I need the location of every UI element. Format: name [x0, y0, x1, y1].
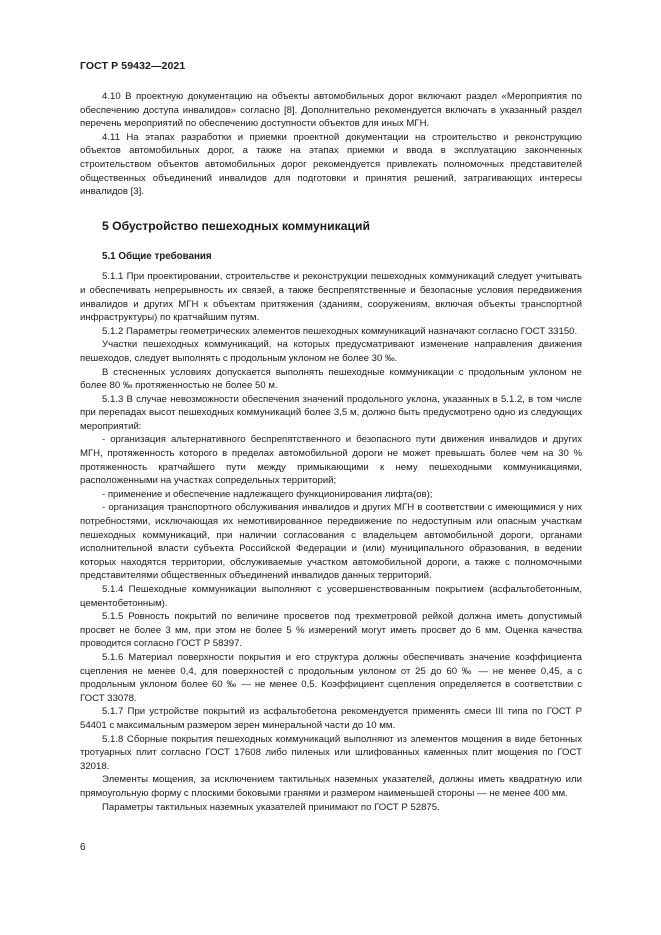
paragraph-paving-elements: Элементы мощения, за исключением тактильных наземных указателей, должны иметь квадратную или прямоугольную форму с плоскими боковыми гранями и размером наименьшей стороны — не менее 400 мм. — [80, 774, 582, 799]
list-item-alternative-path: - организация альтернативного беспрепятственного и безопасного пути движения инвалидов и других МГН, протяженность которого в пределах автомобильной дороги не может превышать более чем на 30 % протяженность кратчайшего пути между примыкающими к нему пешеходными коммуникациями, расположенными на участках сопредельных территорий; — [80, 434, 582, 487]
paragraph-4-11: 4.11 На этапах разработки и приемки проектной документации на строительство и реконструкцию объектов автомобильных дорог, а также на этапах приемки и ввода в эксплуатацию законченных строительством объектов автомобильных дорог рекомендуется привлекать полномочных представителей общественных объединений инвалидов для подготовки и принятия решений, затрагивающих интересы инвалидов [3]. — [80, 131, 582, 198]
subsection-title: 5.1 Общие требования — [102, 250, 212, 262]
paragraph-5-1-7: 5.1.7 При устройстве покрытий из асфальтобетона рекомендуется применять смеси III типа по ГОСТ Р 54401 с максимальным размером зерен минеральной части до 10 мм. — [80, 706, 582, 731]
paragraph-5-1-8: 5.1.8 Сборные покрытия пешеходных коммуникаций выполняют из элементов мощения в виде бетонных тротуарных плит согласно ГОСТ 17608 либо пиленых или шлифованных каменных плит мощения по ГОСТ 32018. — [80, 733, 582, 772]
paragraph-5-1-4: 5.1.4 Пешеходные коммуникации выполняют с усовершенствованным покрытием (асфальтобетонным, цементобетонным). — [80, 584, 582, 609]
list-item-transport-service: - организация транспортного обслуживания инвалидов и других МГН в соответствии с имеющимися у них потребностями, исключающая их немотивированное передвижение по недоступным или опасным участкам пешеходных коммуникаций, при наличии согласования с владельцем автомобильной дороги, органами исполнительной власти субъекта Российской Федерации и (или) муниципального образования, в ведении которых находятся территории, обслуживаемые участком автомобильной дороги, а также с полномочными представителями общественных объединений инвалидов данных территорий. — [80, 502, 582, 582]
paragraph-5-1-5: 5.1.5 Ровность покрытий по величине просветов под трехметровой рейкой должна иметь допустимый просвет не более 3 мм, при этом не более 5 % измерений могут иметь просвет до 6 мм. Оценка качества проводится согласно ГОСТ Р 58397. — [80, 611, 582, 650]
document-body — [80, 90, 582, 814]
list-item-elevator: - применение и обеспечение надлежащего функционирования лифта(ов); — [102, 488, 433, 500]
document-id-header: ГОСТ Р 59432—2021 — [80, 60, 186, 72]
paragraph-constrained-conditions: В стесненных условиях допускается выполнять пешеходные коммуникации с продольным уклоном не более 80 ‰ протяженностью не более 50 м. — [80, 366, 582, 392]
page-number: 6 — [80, 842, 86, 853]
paragraph-4-10: 4.10 В проектную документацию на объекты автомобильных дорог включают раздел «Мероприятия по обеспечению доступа инвалидов» согласно [8]. Дополнительно рекомендуется включать в указанный раздел перечень мероприятий по обеспечению доступности объектов для иных МГН. — [80, 91, 582, 130]
paragraph-slope-direction: Участки пешеходных коммуникаций, на которых предусматривают изменение направления движения пешеходов, следует выполнять с продольным уклоном не более 30 ‰. — [80, 339, 582, 364]
paragraph-5-1-3: 5.1.3 В случае невозможности обеспечения значений продольного уклона, указанных в 5.1.2, в том числе при перепадах высот пешеходных коммуникаций более 3,5 м, должно быть предусмотрено одно из следующих мероприятий: — [80, 393, 582, 432]
paragraph-5-1-6: 5.1.6 Материал поверхности покрытия и его структура должны обеспечивать значение коэффициента сцепления не менее 0,4, для поверхностей с продольным уклоном от 25 до 60 ‰ — не менее 0,45, а с продольным уклоном более 60 ‰ — не менее 0,5. Коэффициент сцепления определяется в соответствии с ГОСТ 33078. — [80, 651, 582, 704]
paragraph-tactile-indicators: Параметры тактильных наземных указателей принимают по ГОСТ Р 52875. — [102, 801, 440, 813]
section-title: 5 Обустройство пешеходных коммуникаций — [102, 218, 370, 233]
paragraph-5-1-1: 5.1.1 При проектировании, строительстве и реконструкции пешеходных коммуникаций следует учитывать и обеспечивать непрерывность их связей, а также беспрепятственные и безопасные условия передвижения инвалидов и других МГН к объектам притяжения (зданиям, сооружениям, включая объекты транспортной инфраструктуры) по кратчайшим путям. — [80, 271, 582, 324]
paragraph-5-1-2: 5.1.2 Параметры геометрических элементов пешеходных коммуникаций назначают согласно ГОСТ 33150. — [102, 325, 578, 337]
